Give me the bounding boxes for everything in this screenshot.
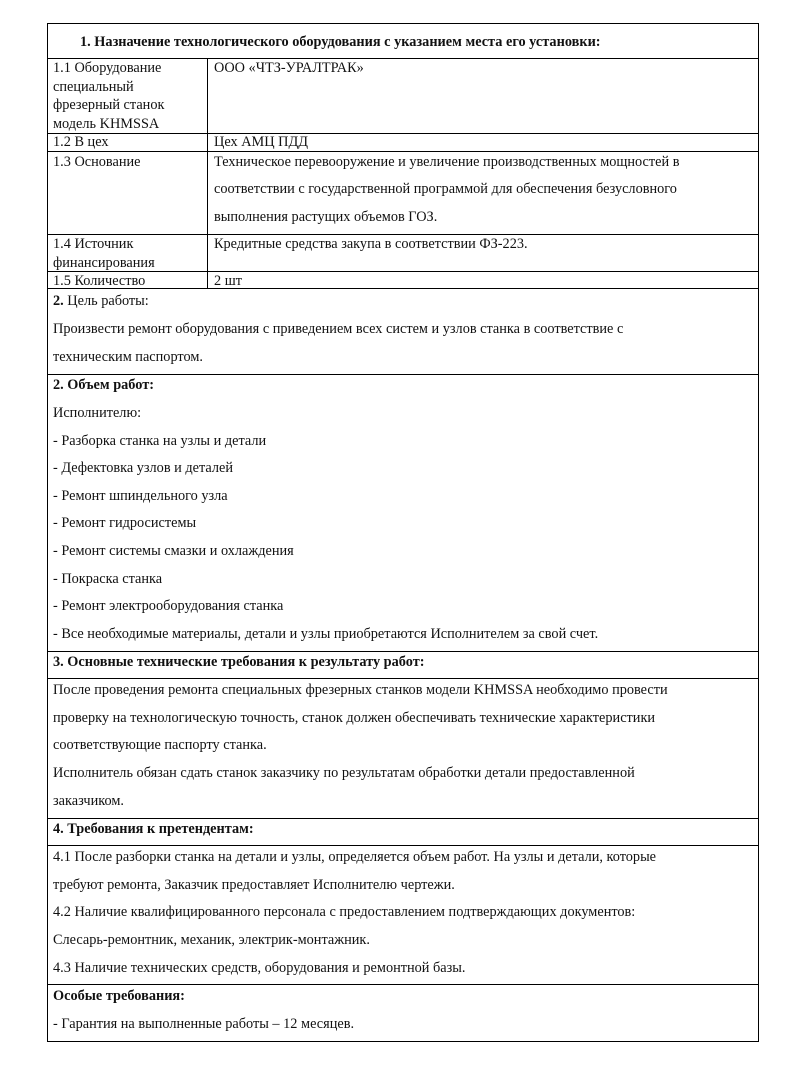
- row-value-1-3: выполнения растущих объемов ГОЗ.: [214, 209, 438, 225]
- section-3-text: - Покраска станка: [53, 571, 163, 587]
- section-3-text: - Все необходимые материалы, детали и узлы приобретаются Исполнителем за свой счет.: [53, 626, 599, 642]
- section-3-text: Исполнителю:: [53, 405, 142, 421]
- section-4-title: 3. Основные технические требования к результату работ:: [53, 654, 425, 670]
- row-value-1-4: Кредитные средства закупа в соответствии ФЗ-223.: [214, 236, 528, 252]
- row-label-1-4: 1.4 Источник финансирования: [53, 236, 155, 271]
- section-4-text: проверку на технологическую точность, станок должен обеспечивать технические характеристики: [53, 710, 656, 726]
- section-3-text: - Дефектовка узлов и деталей: [53, 460, 234, 476]
- row-divider: [48, 818, 758, 819]
- section-4-text: соответствующие паспорту станка.: [53, 737, 267, 753]
- section-3-text: - Ремонт шпиндельного узла: [53, 488, 228, 504]
- row-label-1-5: 1.5 Количество: [53, 273, 146, 289]
- section-3-text: - Ремонт электрооборудования станка: [53, 598, 284, 614]
- section-3-text: - Ремонт гидросистемы: [53, 515, 197, 531]
- row-divider: [48, 151, 758, 152]
- row-divider: [48, 374, 758, 375]
- row-divider: [48, 678, 758, 679]
- section-6-text: - Гарантия на выполненные работы – 12 месяцев.: [53, 1016, 355, 1032]
- section-4-text: После проведения ремонта специальных фрезерных станков модели KHMSSA необходимо провести: [53, 682, 668, 698]
- section-6-title: Особые требования:: [53, 988, 185, 1004]
- section-5-text: Слесарь-ремонтник, механик, электрик-монтажник.: [53, 932, 370, 948]
- row-value-1-1: ООО «ЧТЗ-УРАЛТРАК»: [214, 60, 364, 76]
- row-divider: [48, 651, 758, 652]
- row-divider: [48, 133, 758, 134]
- section-4-text: Исполнитель обязан сдать станок заказчику по результатам обработки детали предоставленной: [53, 765, 635, 781]
- section-5-text: 4.2 Наличие квалифицированного персонала с предоставлением подтверждающих документов:: [53, 904, 636, 920]
- section-2-title: 2. Цель работы:: [53, 293, 149, 309]
- row-value-1-2: Цех АМЦ ПДД: [214, 134, 308, 150]
- section-5-text: 4.3 Наличие технических средств, оборудования и ремонтной базы.: [53, 960, 466, 976]
- section-2-text: Произвести ремонт оборудования с приведением всех систем и узлов станка в соответствие с: [53, 321, 624, 337]
- row-label-1-1: 1.1 Оборудование специальный фрезерный станок модель KHMSSA: [53, 60, 165, 132]
- row-label-1-2: 1.2 В цех: [53, 134, 109, 150]
- row-divider: [48, 271, 758, 272]
- section-5-title: 4. Требования к претендентам:: [53, 821, 254, 837]
- row-label-1-3: 1.3 Основание: [53, 154, 141, 170]
- row-value-1-5: 2 шт: [214, 273, 242, 289]
- column-divider: [207, 58, 208, 288]
- row-divider: [48, 984, 758, 985]
- row-value-1-3: Техническое перевооружение и увеличение производственных мощностей в: [214, 154, 680, 170]
- row-divider: [48, 288, 758, 289]
- section-1-title: 1. Назначение технологического оборудования с указанием места его установки:: [80, 34, 601, 50]
- section-4-text: заказчиком.: [53, 793, 124, 809]
- section-3-text: - Ремонт системы смазки и охлаждения: [53, 543, 294, 559]
- section-5-text: 4.1 После разборки станка на детали и узлы, определяется объем работ. На узлы и детали, которые: [53, 849, 657, 865]
- row-value-1-3: соответствии с государственной программой для обеспечения безусловного: [214, 181, 677, 197]
- section-2-text: техническим паспортом.: [53, 349, 203, 365]
- section-3-title: 2. Объем работ:: [53, 377, 155, 393]
- row-divider: [48, 845, 758, 846]
- section-5-text: требуют ремонта, Заказчик предоставляет Исполнителю чертежи.: [53, 877, 455, 893]
- section-3-text: - Разборка станка на узлы и детали: [53, 433, 267, 449]
- document-table: [47, 23, 759, 1042]
